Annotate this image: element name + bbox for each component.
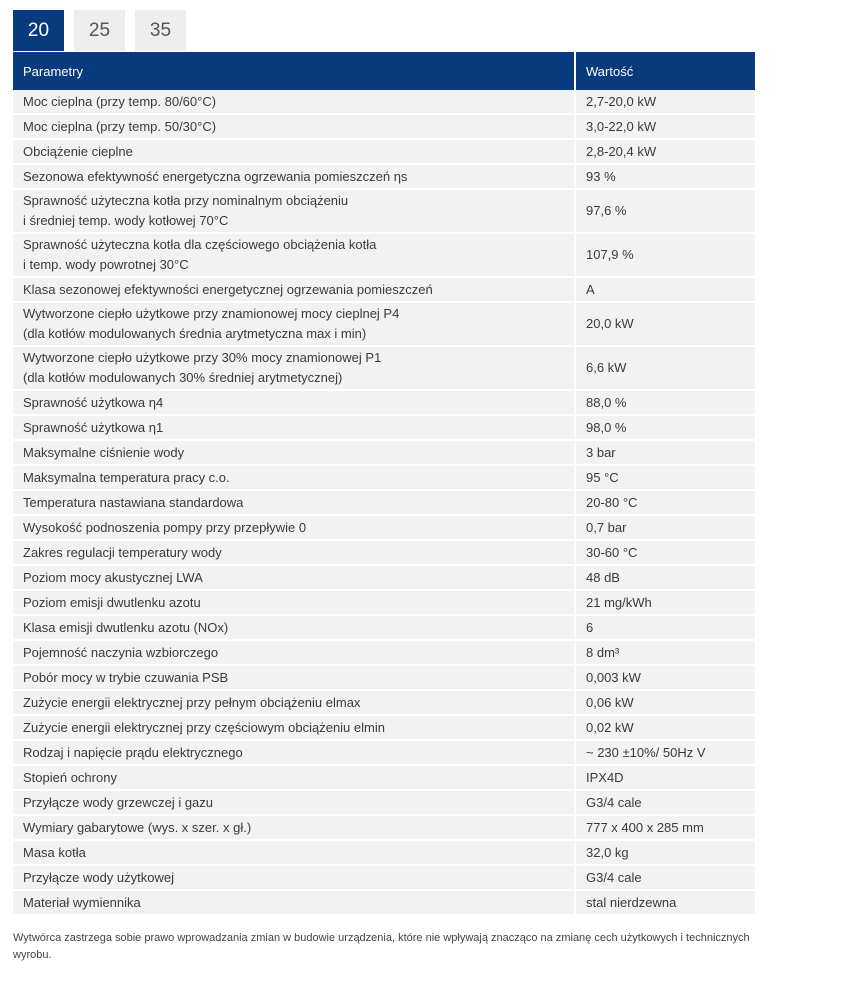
param-value-cell: 3,0-22,0 kW: [574, 115, 755, 140]
param-name-cell: [13, 416, 574, 441]
param-value-cell: 48 dB: [574, 566, 755, 591]
param-name-cell: [13, 491, 574, 516]
table-row: [13, 716, 755, 741]
param-name-line: Moc cieplna (przy temp. 50/30°C): [23, 118, 217, 134]
param-value-cell: 21 mg/kWh: [574, 591, 755, 616]
param-name-cell: [13, 741, 574, 766]
param-value-cell: 3 bar: [574, 441, 755, 466]
param-name-line: (dla kotłów modulowanych 30% średniej arytmetycznej): [23, 370, 343, 385]
param-name-cell: [13, 466, 574, 491]
param-name-cell: [13, 234, 574, 278]
param-value-cell: 32,0 kg: [574, 841, 755, 866]
param-name-line: Przyłącze wody grzewczej i gazu: [23, 794, 214, 810]
param-name-line: Obciążenie cieplne: [23, 143, 133, 159]
param-name-line: Sezonowa efektywność energetyczna ogrzewania pomieszczeń ηs: [23, 168, 408, 184]
param-name-line: i średniej temp. wody kotłowej 70°C: [23, 213, 229, 228]
param-name-line: Klasa sezonowej efektywności energetycznej ogrzewania pomieszczeń: [23, 281, 433, 297]
param-name-line: Poziom mocy akustycznej LWA: [23, 569, 203, 585]
table-row: [13, 303, 755, 347]
param-name-line: Zakres regulacji temperatury wody: [23, 544, 222, 560]
param-name-line: Sprawność użyteczna kotła przy nominalnym obciążeniu: [23, 193, 349, 208]
param-value-cell: 20,0 kW: [574, 303, 755, 347]
table-body: [13, 90, 755, 916]
param-name-cell: [13, 441, 574, 466]
param-name-cell: [13, 816, 574, 841]
param-name-line: Maksymalne ciśnienie wody: [23, 444, 185, 460]
param-name-cell: [13, 140, 574, 165]
param-name-line: Pobór mocy w trybie czuwania PSB: [23, 669, 229, 685]
param-value-cell: 97,6 %: [574, 190, 755, 234]
param-value-cell: 98,0 %: [574, 416, 755, 441]
param-name-cell: [13, 190, 574, 234]
param-name-line: Przyłącze wody użytkowej: [23, 869, 174, 885]
specs-table: [13, 52, 755, 916]
param-value-cell: 0,02 kW: [574, 716, 755, 741]
table-row: [13, 278, 755, 303]
param-name-cell: [13, 303, 574, 347]
param-value-cell: 20-80 °C: [574, 491, 755, 516]
table-row: [13, 741, 755, 766]
param-name-cell: [13, 347, 574, 391]
param-name-cell: [13, 616, 574, 641]
param-name-cell: [13, 591, 574, 616]
param-name-cell: [13, 278, 574, 303]
param-value-cell: 0,003 kW: [574, 666, 755, 691]
table-row: [13, 591, 755, 616]
param-name-cell: [13, 841, 574, 866]
table-row: [13, 140, 755, 165]
param-name-line: Maksymalna temperatura pracy c.o.: [23, 469, 230, 485]
tab-25[interactable]: 25: [74, 10, 125, 51]
table-row: [13, 816, 755, 841]
tab-bar: [13, 10, 186, 51]
param-value-cell: 777 x 400 x 285 mm: [574, 816, 755, 841]
param-name-cell: [13, 866, 574, 891]
param-value-cell: 88,0 %: [574, 391, 755, 416]
param-name-line: Moc cieplna (przy temp. 80/60°C): [23, 93, 217, 109]
table-row: [13, 791, 755, 816]
table-row: [13, 441, 755, 466]
table-row: [13, 691, 755, 716]
param-name-cell: [13, 566, 574, 591]
table-row: [13, 234, 755, 278]
param-name-cell: [13, 766, 574, 791]
param-name-line: Sprawność użyteczna kotła dla częściowego obciążenia kotła: [23, 237, 377, 252]
table-row: [13, 666, 755, 691]
header-wartosc: Wartość: [574, 52, 755, 90]
param-name-line: Klasa emisji dwutlenku azotu (NOx): [23, 619, 229, 635]
param-name-line: Temperatura nastawiana standardowa: [23, 494, 244, 510]
param-name-cell: [13, 691, 574, 716]
param-name-line: Materiał wymiennika: [23, 894, 141, 910]
param-value-cell: 2,7-20,0 kW: [574, 90, 755, 115]
param-value-cell: 95 °C: [574, 466, 755, 491]
table-row: [13, 90, 755, 115]
param-value-cell: ~ 230 ±10%/ 50Hz V: [574, 741, 755, 766]
table-row: [13, 616, 755, 641]
param-name-line: Zużycie energii elektrycznej przy pełnym obciążeniu elmax: [23, 694, 361, 710]
table-row: [13, 491, 755, 516]
param-value-cell: 107,9 %: [574, 234, 755, 278]
param-name-cell: [13, 791, 574, 816]
param-name-line: Masa kotła: [23, 844, 86, 860]
table-row: [13, 416, 755, 441]
header-parametry: Parametry: [13, 52, 574, 90]
param-value-cell: G3/4 cale: [574, 866, 755, 891]
tab-20[interactable]: 20: [13, 10, 64, 51]
table-row: [13, 165, 755, 190]
param-name-cell: [13, 90, 574, 115]
param-name-cell: [13, 716, 574, 741]
param-value-cell: 6,6 kW: [574, 347, 755, 391]
table-row: [13, 541, 755, 566]
param-value-cell: 6: [574, 616, 755, 641]
param-name-line: Pojemność naczynia wzbiorczego: [23, 644, 219, 660]
table-row: [13, 641, 755, 666]
param-name-line: Wysokość podnoszenia pompy przy przepływie 0: [23, 519, 307, 535]
param-value-cell: 0,7 bar: [574, 516, 755, 541]
param-name-cell: [13, 391, 574, 416]
param-name-cell: [13, 541, 574, 566]
footnote: Wytwórca zastrzega sobie prawo wprowadzania zmian w budowie urządzenia, które nie wpływają znacząco na zmianę cech użytkowych i technicznych wyrobu.: [13, 932, 750, 961]
param-name-cell: [13, 115, 574, 140]
param-value-cell: G3/4 cale: [574, 791, 755, 816]
param-name-line: i temp. wody powrotnej 30°C: [23, 257, 189, 272]
param-name-line: Rodzaj i napięcie prądu elektrycznego: [23, 744, 243, 760]
param-value-cell: stal nierdzewna: [574, 891, 755, 916]
table-row: [13, 115, 755, 140]
param-value-cell: 0,06 kW: [574, 691, 755, 716]
table-row: [13, 516, 755, 541]
table-row: [13, 891, 755, 916]
param-name-line: Wytworzone ciepło użytkowe przy znamionowej mocy cieplnej P4: [23, 306, 400, 321]
param-name-cell: [13, 165, 574, 190]
table-header-row: [13, 52, 755, 90]
param-value-cell: 30-60 °C: [574, 541, 755, 566]
table-row: [13, 866, 755, 891]
param-name-line: (dla kotłów modulowanych średnia arytmetyczna max i min): [23, 326, 367, 341]
table-row: [13, 391, 755, 416]
param-name-line: Sprawność użytkowa η1: [23, 419, 164, 435]
param-value-cell: A: [574, 278, 755, 303]
table-row: [13, 841, 755, 866]
param-name-line: Zużycie energii elektrycznej przy częściowym obciążeniu elmin: [23, 719, 385, 735]
tab-35[interactable]: 35: [135, 10, 186, 51]
param-value-cell: 8 dm³: [574, 641, 755, 666]
param-name-cell: [13, 516, 574, 541]
table-row: [13, 766, 755, 791]
table-row: [13, 190, 755, 234]
param-name-cell: [13, 891, 574, 916]
param-value-cell: 93 %: [574, 165, 755, 190]
param-name-line: Sprawność użytkowa η4: [23, 394, 164, 410]
param-name-cell: [13, 641, 574, 666]
param-value-cell: IPX4D: [574, 766, 755, 791]
table-row: [13, 347, 755, 391]
param-name-line: Wytworzone ciepło użytkowe przy 30% mocy znamionowej P1: [23, 350, 382, 365]
param-value-cell: 2,8-20,4 kW: [574, 140, 755, 165]
param-name-line: Wymiary gabarytowe (wys. x szer. x gł.): [23, 819, 252, 835]
table-row: [13, 566, 755, 591]
table-row: [13, 466, 755, 491]
param-name-line: Poziom emisji dwutlenku azotu: [23, 594, 201, 610]
param-name-line: Stopień ochrony: [23, 769, 117, 785]
param-name-cell: [13, 666, 574, 691]
